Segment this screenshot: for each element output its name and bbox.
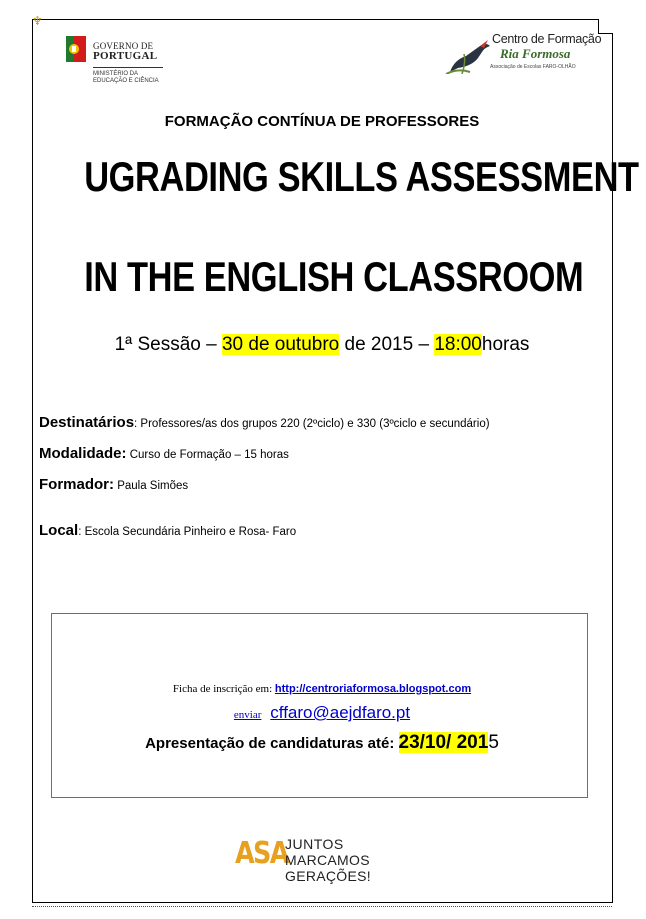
field-destinatarios — [39, 414, 490, 431]
asa-slogan-line1: JUNTOS — [285, 836, 344, 852]
gov-ministry-text: MINISTÉRIO DA EDUCAÇÃO E CIÊNCIA — [93, 71, 159, 84]
field-formador — [39, 476, 188, 493]
field-modalidade-value: Curso de Formação – 15 horas — [126, 449, 289, 461]
bottom-divider — [32, 906, 612, 907]
registration-form-line — [32, 683, 612, 695]
session-time: 18:00 — [434, 334, 482, 355]
field-formador-value: Paula Simões — [114, 480, 189, 492]
gov-logo-line2: PORTUGAL — [93, 50, 158, 62]
cf-logo-title: Centro de Formação — [492, 32, 602, 46]
deadline-date: 23/10/ 201 — [398, 732, 489, 753]
session-line — [32, 334, 612, 356]
deadline-line — [32, 732, 612, 754]
title-line-2: IN THE ENGLISH CLASSROOM — [84, 253, 584, 300]
field-formador-label: Formador: — [39, 476, 114, 493]
gov-logo-rule — [93, 67, 163, 68]
bird-icon — [444, 32, 492, 74]
field-local-value: : Escola Secundária Pinheiro e Rosa- Faro — [78, 526, 297, 538]
cf-logo-association: Associação de Escolas FARO-OLHÃO — [490, 64, 576, 70]
ficha-label: Ficha de inscrição em: — [172, 683, 275, 695]
blog-link[interactable]: http://centroriaformosa.blogspot.com — [274, 683, 472, 695]
asa-wordmark: ASA — [235, 836, 288, 871]
field-modalidade-label: Modalidade: — [39, 445, 127, 462]
field-local — [39, 522, 296, 539]
send-email-line — [32, 703, 612, 723]
field-destinatarios-label: Destinatários — [39, 414, 135, 431]
governo-portugal-logo — [66, 36, 176, 92]
asa-slogan-line2: MARCAMOS GERAÇÕES! — [285, 852, 371, 884]
session-prefix: 1ª Sessão – — [114, 334, 222, 355]
deadline-date-tail: 5 — [488, 732, 499, 753]
kicker-heading: FORMAÇÃO CONTÍNUA DE PROFESSORES — [164, 113, 480, 130]
enviar-label: enviar — [233, 709, 262, 721]
session-year: de 2015 – — [339, 334, 435, 355]
gov-logo-line1: GOVERNO DE — [93, 41, 154, 51]
anchor-icon: ♆ — [32, 14, 43, 28]
portugal-emblem-icon — [66, 36, 86, 62]
session-suffix: horas — [481, 334, 530, 355]
session-date: 30 de outubro — [221, 334, 340, 355]
deadline-label: Apresentação de candidaturas até: — [145, 735, 399, 752]
cf-logo-subtitle: Ria Formosa — [500, 46, 571, 61]
field-modalidade — [39, 445, 289, 462]
email-link[interactable]: cffaro@aejdfaro.pt — [270, 703, 411, 722]
title-line-1: UGRADING SKILLS ASSESSMENT — [84, 153, 639, 200]
field-local-label: Local — [39, 522, 79, 539]
field-destinatarios-value: : Professores/as dos grupos 220 (2ºciclo) e 330 (3ºciclo e secundário) — [134, 418, 490, 430]
asa-logo — [235, 836, 415, 884]
centro-formacao-logo — [444, 30, 602, 78]
